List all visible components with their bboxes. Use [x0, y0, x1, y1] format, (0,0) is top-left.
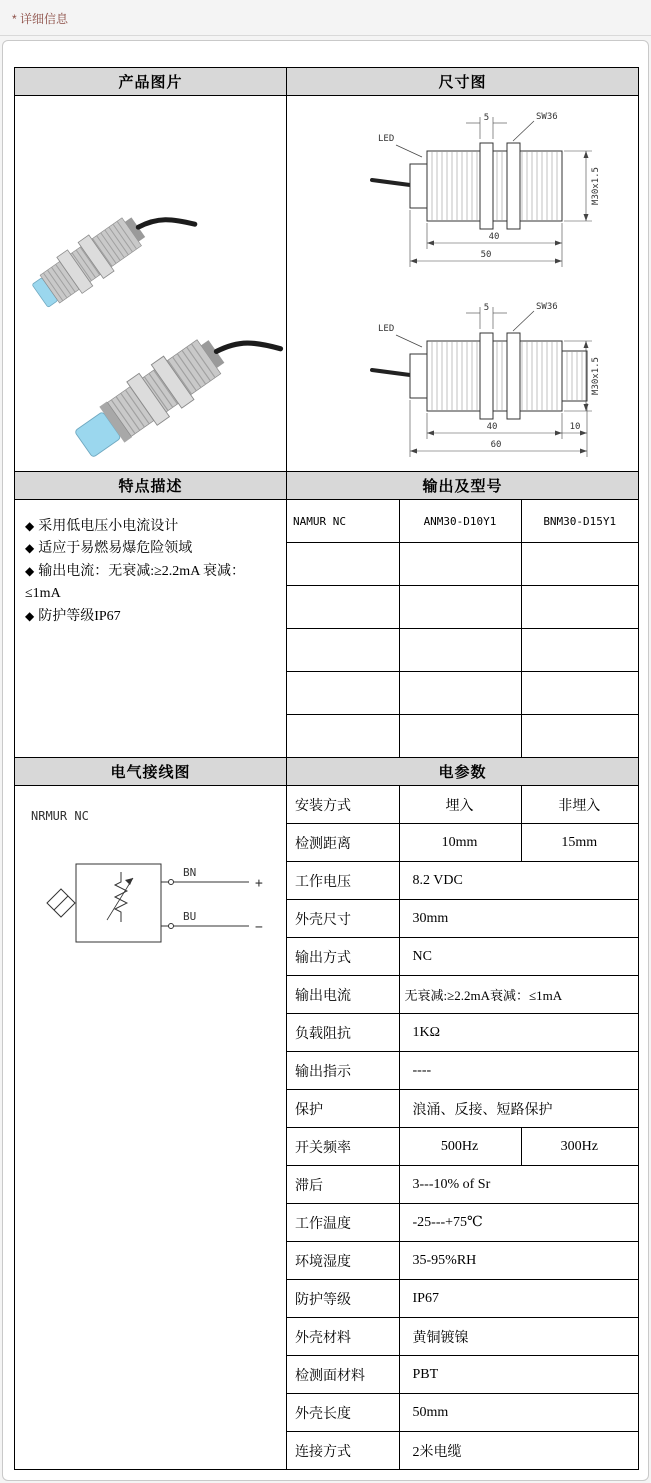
param-label: 连接方式: [287, 1432, 399, 1470]
param-value: 无衰减:≥2.2mA衰减：≤1mA: [399, 976, 638, 1014]
product-photo-cell: [15, 96, 287, 472]
sensor-box: [76, 864, 161, 942]
plus-label: +: [255, 876, 263, 891]
feature-text: 输出电流：无衰减:≥2.2mA 衰减：≤1mA: [25, 563, 246, 602]
param-value: IP67: [399, 1280, 638, 1318]
param-row: [287, 1318, 638, 1356]
features-cell: [15, 500, 287, 758]
models-table: [287, 500, 638, 757]
wiring-diagram: [21, 794, 283, 1034]
param-label: 工作电压: [287, 862, 399, 900]
feature-text: 采用低电压小电流设计: [38, 519, 179, 534]
terminal-dot: [169, 880, 174, 885]
header-row-3: [15, 758, 639, 786]
param-value: 8.2 VDC: [399, 862, 638, 900]
led-label: LED: [378, 324, 395, 334]
param-row: [287, 786, 638, 824]
detail-note: * 详细信息: [12, 12, 69, 26]
feature-item: [25, 516, 278, 538]
param-label: 检测面材料: [287, 1356, 399, 1394]
rear-neck: [410, 164, 427, 208]
params-cell: [287, 786, 639, 1470]
minus-label: −: [255, 920, 263, 935]
led-label: LED: [378, 134, 395, 144]
header-row-2: [15, 472, 639, 500]
wrench-size-label: SW36: [536, 302, 558, 312]
param-value: PBT: [399, 1356, 638, 1394]
param-label: 安装方式: [287, 786, 399, 824]
param-label: 环境湿度: [287, 1242, 399, 1280]
model-series: NAMUR NC: [287, 500, 399, 543]
param-value: 浪涌、反接、短路保护: [399, 1090, 638, 1128]
diamond-bullet-icon: ◆: [25, 563, 35, 578]
section-title-electrical-params: 电参数: [287, 758, 639, 786]
models-cell: [287, 500, 639, 758]
wiring-diagram-cell: [15, 786, 287, 1470]
param-row: [287, 1356, 638, 1394]
diamond-bullet-icon: ◆: [25, 541, 35, 556]
model-row: [287, 715, 638, 758]
model-row: [287, 543, 638, 586]
dimension-drawing-cell: [287, 96, 639, 472]
spec-table: [14, 67, 639, 1470]
graphics-row: [15, 96, 639, 472]
param-value: -25---+75℃: [399, 1204, 638, 1242]
param-row: [287, 1128, 638, 1166]
bn-label: BN: [183, 866, 197, 879]
section-title-wiring: 电气接线图: [15, 758, 287, 786]
param-label: 工作温度: [287, 1204, 399, 1242]
thread-spec-label: M30x1.5: [591, 357, 601, 395]
param-value: 10mm: [399, 824, 521, 862]
diamond-bullet-icon: ◆: [25, 519, 35, 533]
param-label: 防护等级: [287, 1280, 399, 1318]
feature-item: [25, 538, 278, 560]
param-value: 非埋入: [521, 786, 638, 824]
section-title-product-image: 产品图片: [15, 68, 287, 96]
param-value: 1KΩ: [399, 1014, 638, 1052]
params-table: [287, 786, 638, 1469]
thread-spec-label: M30x1.5: [591, 167, 601, 205]
model-code: ANM30-D10Y1: [399, 500, 521, 543]
hex-nut: [480, 143, 493, 229]
param-value: 2米电缆: [399, 1432, 638, 1470]
param-label: 负载阻抗: [287, 1014, 399, 1052]
hex-nut: [507, 143, 520, 229]
header-row-1: [15, 68, 639, 96]
varistor-arrow: [107, 878, 133, 920]
hex-nut: [480, 333, 493, 419]
rear-neck: [410, 354, 427, 398]
feature-item: [25, 561, 278, 606]
model-row: [287, 629, 638, 672]
param-value: 15mm: [521, 824, 638, 862]
features-models-row: [15, 500, 639, 758]
wiring-params-row: [15, 786, 639, 1470]
thread-length-dim: 40: [488, 232, 500, 242]
param-label: 外壳长度: [287, 1394, 399, 1432]
param-row: [287, 938, 638, 976]
content-panel: [2, 40, 649, 1481]
hex-nut: [507, 333, 520, 419]
param-row: [287, 1280, 638, 1318]
terminal-dot: [169, 924, 174, 929]
param-label: 外壳尺寸: [287, 900, 399, 938]
param-row: [287, 1166, 638, 1204]
model-code: BNM30-D15Y1: [521, 500, 638, 543]
param-value: 埋入: [399, 786, 521, 824]
section-title-dimensions: 尺寸图: [287, 68, 639, 96]
nut-width-dim: 5: [483, 113, 490, 123]
dimension-drawing: [287, 96, 638, 471]
param-value: 黄铜镀镍: [399, 1318, 638, 1356]
param-row: [287, 976, 638, 1014]
top-divider: [0, 35, 651, 36]
section-title-output-models: 输出及型号: [287, 472, 639, 500]
param-row: [287, 1052, 638, 1090]
param-row: [287, 900, 638, 938]
param-row: [287, 1090, 638, 1128]
thread-length-dim: 40: [486, 422, 498, 432]
wrench-size-label: SW36: [536, 112, 558, 122]
param-label: 输出指示: [287, 1052, 399, 1090]
bu-label: BU: [183, 910, 197, 923]
param-value: NC: [399, 938, 638, 976]
param-row: [287, 862, 638, 900]
param-row: [287, 1014, 638, 1052]
param-label: 检测距离: [287, 824, 399, 862]
diamond-bullet-icon: ◆: [25, 608, 35, 623]
product-photo: [15, 96, 285, 471]
param-value: 3---10% of Sr: [399, 1166, 638, 1204]
wiring-type-label: NRMUR NC: [31, 809, 89, 823]
total-length-dim: 50: [480, 250, 492, 260]
param-row: [287, 1242, 638, 1280]
param-label: 开关频率: [287, 1128, 399, 1166]
model-row: [287, 586, 638, 629]
head-length-dim: 10: [569, 422, 581, 432]
nut-width-dim: 5: [483, 303, 490, 313]
param-label: 滞后: [287, 1166, 399, 1204]
feature-text: 适应于易燃易爆危险领域: [38, 541, 193, 557]
param-value: 500Hz: [399, 1128, 521, 1166]
feature-text: 防护等级IP67: [38, 608, 121, 624]
sensing-head: [562, 351, 587, 401]
param-label: 输出电流: [287, 976, 399, 1014]
param-label: 外壳材料: [287, 1318, 399, 1356]
param-value: 30mm: [399, 900, 638, 938]
model-row: [287, 672, 638, 715]
param-value: 35-95%RH: [399, 1242, 638, 1280]
param-row: [287, 1432, 638, 1470]
param-row: [287, 1204, 638, 1242]
model-row: [287, 500, 638, 543]
param-label: 输出方式: [287, 938, 399, 976]
param-value: ----: [399, 1052, 638, 1090]
param-row: [287, 1394, 638, 1432]
total-length-dim: 60: [490, 440, 502, 450]
param-label: 保护: [287, 1090, 399, 1128]
param-value: 300Hz: [521, 1128, 638, 1166]
varistor-arrowhead: [125, 878, 133, 885]
param-row: [287, 824, 638, 862]
feature-item: [25, 606, 278, 628]
section-title-features: 特点描述: [15, 472, 287, 500]
param-value: 50mm: [399, 1394, 638, 1432]
